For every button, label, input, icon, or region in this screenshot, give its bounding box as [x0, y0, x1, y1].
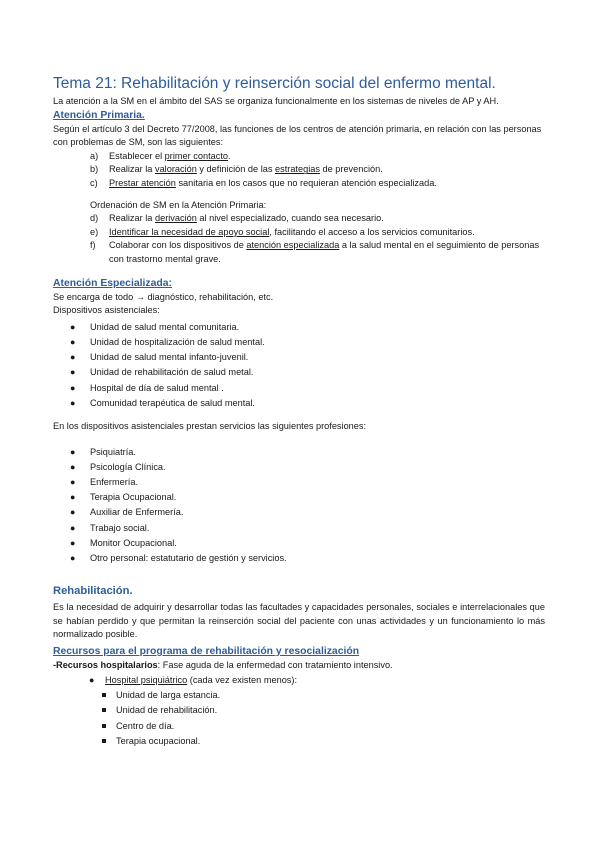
profesiones-list	[53, 445, 545, 567]
item-text: al nivel especializado, cuando sea necesario.	[196, 213, 384, 224]
item-text: de prevención.	[319, 164, 383, 175]
item-underlined: atención especializada	[246, 240, 340, 251]
item-text: Enfermería.	[90, 476, 138, 487]
bullet-icon: ●	[89, 674, 95, 685]
page-title: Tema 21: Rehabilitación y reinserción social del enfermo mental.	[53, 75, 496, 92]
item-text: y definición de las	[196, 164, 275, 175]
item-text: Psiquiatría.	[90, 446, 136, 457]
recursos-hospitalarios	[53, 659, 545, 673]
square-bullet-icon	[102, 693, 106, 697]
list-item	[53, 163, 545, 177]
list-item	[53, 365, 545, 380]
item-underlined: derivación	[154, 213, 197, 224]
list-item	[53, 460, 545, 475]
list-item	[53, 536, 545, 551]
list-item	[53, 212, 545, 226]
item-text: Trabajo social.	[90, 522, 150, 533]
list-item	[53, 396, 545, 411]
list-marker: e)	[90, 226, 99, 237]
item-text: Auxiliar de Enfermería.	[90, 507, 184, 518]
item-text: Centro de día.	[116, 720, 175, 731]
item-text: Colaborar con los dispositivos de	[109, 240, 247, 251]
square-bullet-icon	[102, 739, 106, 743]
item-underlined: primer contacto	[164, 150, 228, 161]
item-text: Unidad de larga estancia.	[116, 689, 221, 700]
intro-paragraph: La atención a la SM en el ámbito del SAS se organiza funcionalmente en los sistemas de niveles de AP y AH.	[53, 96, 499, 106]
item-text: Unidad de rehabilitación de salud metal.	[90, 367, 254, 378]
list-item	[53, 350, 545, 365]
unidades-list	[53, 688, 545, 750]
bullet-icon: ●	[70, 446, 76, 457]
list-marker: a)	[90, 150, 99, 161]
list-marker: b)	[90, 164, 99, 175]
item-text: Unidad de rehabilitación.	[116, 705, 218, 716]
recursos-label: -Recursos hospitalarios	[53, 659, 158, 670]
bullet-icon: ●	[70, 321, 76, 332]
heading-rehabilitacion: Rehabilitación.	[53, 585, 133, 598]
list-item	[53, 150, 545, 164]
heading-atencion-primaria: Atención Primaria.	[53, 109, 145, 121]
list-marker: c)	[90, 177, 98, 188]
list-item	[53, 551, 545, 566]
rehabilitacion-paragraph: Es la necesidad de adquirir y desarrollar todas las facultades y capacidades personales, sociales e interrelacionales que se habían perdido y que permitan la reinserción social del paciente con unas actividades y un funcionamiento lo más normalizado posible.	[53, 602, 545, 640]
item-text: .	[228, 150, 231, 161]
bullet-icon: ●	[70, 397, 76, 408]
hospital-psiquiatrico-item	[53, 673, 545, 688]
item-text: (cada vez existen menos):	[187, 674, 298, 685]
bullet-icon: ●	[70, 382, 76, 393]
bullet-icon: ●	[70, 552, 76, 563]
item-text: Otro personal: estatutario de gestión y servicios.	[90, 552, 287, 563]
list-item	[53, 226, 545, 240]
list-item	[53, 521, 545, 536]
bullet-icon: ●	[70, 507, 76, 518]
item-underlined: valoración	[154, 164, 197, 175]
square-bullet-icon	[102, 708, 106, 712]
item-text: Terapia Ocupacional.	[90, 492, 177, 503]
bullet-icon: ●	[70, 522, 76, 533]
bullet-icon: ●	[70, 537, 76, 548]
item-text: Terapia ocupacional.	[116, 736, 201, 747]
item-text: Unidad de salud mental infanto-juvenil.	[90, 352, 249, 363]
list-item	[53, 703, 545, 719]
bullet-icon: ●	[70, 367, 76, 378]
dispositivos-list	[53, 320, 545, 411]
ordenacion-label: Ordenación de SM en la Atención Primaria:	[90, 199, 267, 210]
bullet-icon: ●	[70, 461, 76, 472]
profesiones-intro: En los dispositivos asistenciales prestan servicios las siguientes profesiones:	[53, 420, 367, 431]
item-text: Comunidad terapéutica de salud mental.	[90, 397, 255, 408]
primaria-functions-list	[53, 150, 545, 191]
list-item	[53, 688, 545, 704]
list-item	[53, 335, 545, 350]
item-text: sanitaria en los casos que no requieran atención especializada.	[175, 177, 437, 188]
especializada-line1: Se encarga de todo → diagnóstico, rehabilitación, etc.	[53, 291, 274, 302]
item-text: Establecer el	[109, 150, 165, 161]
especializada-line2: Dispositivos asistenciales:	[53, 305, 160, 316]
heading-atencion-especializada: Atención Especializada:	[53, 277, 172, 289]
item-text: Unidad de hospitalización de salud mental.	[90, 336, 265, 347]
item-text: Realizar la	[109, 213, 155, 224]
item-text: , facilitando el acceso a los servicios comunitarios.	[269, 226, 475, 237]
recursos-text: : Fase aguda de la enfermedad con tratamiento intensivo.	[157, 659, 393, 670]
ordenacion-list	[53, 212, 545, 266]
list-item	[53, 490, 545, 505]
list-item	[53, 381, 545, 396]
bullet-icon: ●	[70, 476, 76, 487]
list-item	[53, 475, 545, 490]
list-item	[53, 505, 545, 520]
list-item	[53, 734, 545, 750]
list-item	[53, 177, 545, 191]
bullet-icon: ●	[70, 336, 76, 347]
item-underlined: estrategias	[275, 164, 320, 175]
item-text: Psicología Clínica.	[90, 461, 166, 472]
item-text: Realizar la	[109, 164, 155, 175]
item-text: Monitor Ocupacional.	[90, 537, 177, 548]
list-marker: d)	[90, 213, 99, 224]
list-item	[53, 239, 545, 266]
item-text: a la salud mental en el seguimiento de personas con trastorno mental grave.	[109, 240, 540, 264]
list-item	[53, 719, 545, 735]
item-text: Hospital de día de salud mental .	[90, 382, 224, 393]
document-page	[53, 75, 545, 750]
list-marker: f)	[90, 240, 96, 251]
primaria-paragraph: Según el artículo 3 del Decreto 77/2008, las funciones de los centros de atención primaria, en relación con las personas con problemas de SM, son las siguientes:	[53, 123, 542, 148]
item-underlined: Hospital psiquiátrico	[105, 674, 188, 685]
item-text: Unidad de salud mental comunitaria.	[90, 321, 240, 332]
item-underlined: Identificar la necesidad de apoyo social	[109, 226, 270, 237]
square-bullet-icon	[102, 724, 106, 728]
bullet-icon: ●	[70, 492, 76, 503]
list-item	[53, 445, 545, 460]
heading-recursos: Recursos para el programa de rehabilitación y resocialización	[53, 645, 360, 657]
bullet-icon: ●	[70, 352, 76, 363]
list-item	[53, 320, 545, 335]
item-underlined: Prestar atención	[109, 177, 176, 188]
